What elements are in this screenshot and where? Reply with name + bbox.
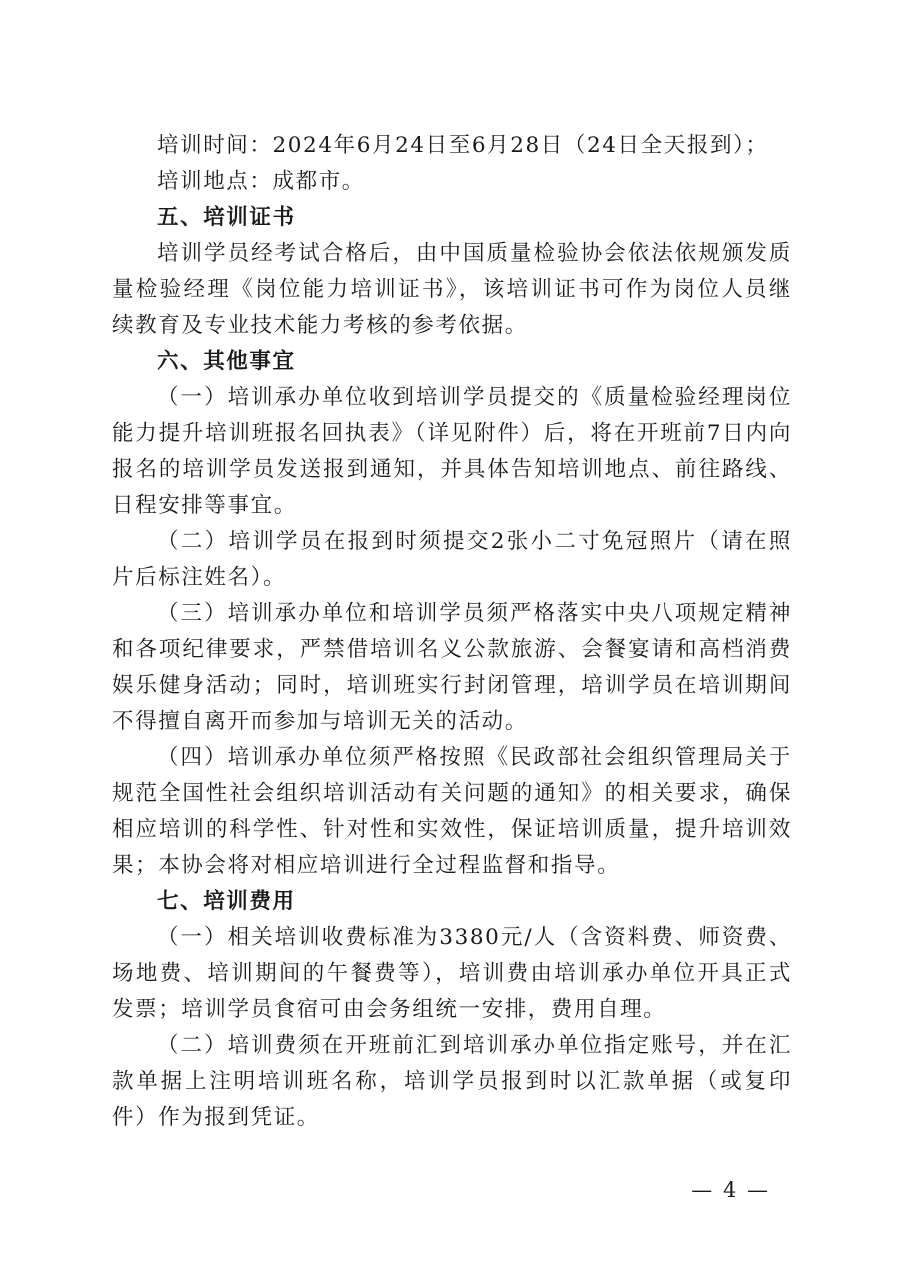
other-matters-item-1: （一）培训承办单位收到培训学员提交的《质量检验经理岗位能力提升培训班报名回执表》（详见附件）后，将在开班前7日内向报名的培训学员发送报到通知，并具体告知培训地点、前往路线、日程安排等事宜。 <box>112 385 792 518</box>
section-heading-certificate: 五、培训证书 <box>157 205 296 230</box>
other-matters-item-4: （四）培训承办单位须严格按照《民政部社会组织管理局关于规范全国性社会组织培训活动有关问题的通知》的相关要求，确保相应培训的科学性、针对性和实效性，保证培训质量，提升培训效果；本协会将对相应培训进行全过程监督和指导。 <box>112 745 792 878</box>
training-location: 培训地点：成都市。 <box>157 169 365 194</box>
section-heading-other-matters: 六、其他事宜 <box>157 349 296 374</box>
certificate-paragraph: 培训学员经考试合格后，由中国质量检验协会依法依规颁发质量检验经理《岗位能力培训证书》，该培训证书可作为岗位人员继续教育及专业技术能力考核的参考依据。 <box>112 241 792 338</box>
other-matters-item-3: （三）培训承办单位和培训学员须严格落实中央八项规定精神和各项纪律要求，严禁借培训名义公款旅游、会餐宴请和高档消费娱乐健身活动；同时，培训班实行封闭管理，培训学员在培训期间不得擅自离开而参加与培训无关的活动。 <box>112 601 792 734</box>
other-matters-item-2: （二）培训学员在报到时须提交2张小二寸免冠照片（请在照片后标注姓名）。 <box>112 529 792 590</box>
document-body <box>112 128 792 1136</box>
training-time: 培训时间：2024年6月24日至6月28日（24日全天报到）； <box>157 133 769 158</box>
fees-item-2: （二）培训费须在开班前汇到培训承办单位指定账号，并在汇款单据上注明培训班名称，培训学员报到时以汇款单据（或复印件）作为报到凭证。 <box>112 1033 792 1130</box>
page-number: — 4 — <box>691 1178 770 1202</box>
fees-item-1: （一）相关培训收费标准为3380元/人（含资料费、师资费、场地费、培训期间的午餐费等），培训费由培训承办单位开具正式发票；培训学员食宿可由会务组统一安排，费用自理。 <box>112 925 792 1022</box>
section-heading-fees: 七、培训费用 <box>157 889 296 914</box>
